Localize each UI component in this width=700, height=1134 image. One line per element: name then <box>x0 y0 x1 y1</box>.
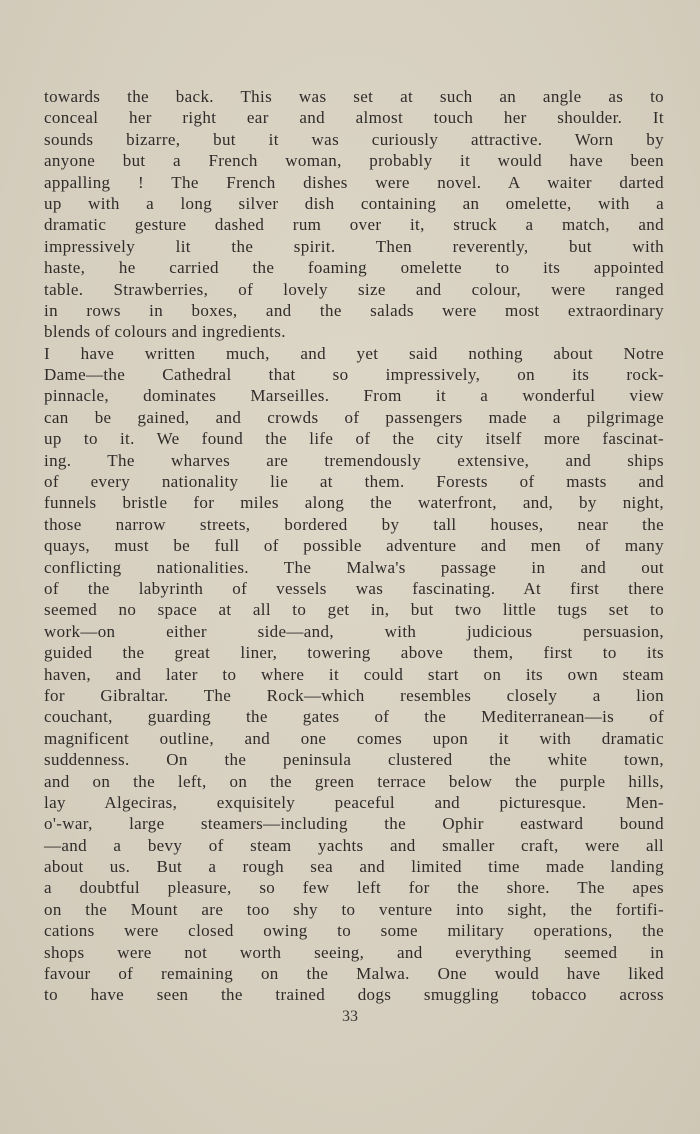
text-line: magnificent outline, and one comes upon it with dramatic <box>44 728 664 748</box>
text-line: appalling ! The French dishes were novel. A waiter darted <box>44 172 664 192</box>
text-line: couchant, guarding the gates of the Mediterranean—is of <box>44 707 664 727</box>
text-line: I have written much, and yet said nothing about Notre <box>44 343 664 363</box>
text-line: haste, he carried the foaming omelette to its appointed <box>44 258 664 278</box>
text-line: ing. The wharves are tremendously extensive, and ships <box>44 450 664 470</box>
text-line: for Gibraltar. The Rock—which resembles closely a lion <box>44 685 664 705</box>
text-line: those narrow streets, bordered by tall houses, near the <box>44 514 664 534</box>
page-number: 33 <box>342 1008 358 1025</box>
text-line: haven, and later to where it could start on its own steam <box>44 664 664 684</box>
text-line: cations were closed owing to some military operations, the <box>44 921 664 941</box>
text-line: dramatic gesture dashed rum over it, struck a match, and <box>44 215 664 235</box>
text-line: impressively lit the spirit. Then reverently, but with <box>44 236 664 256</box>
text-line: shops were not worth seeing, and everything seemed in <box>44 942 664 962</box>
text-line: can be gained, and crowds of passengers made a pilgrimage <box>44 407 664 427</box>
text-line: anyone but a French woman, probably it would have been <box>44 151 664 171</box>
text-line: of every nationality lie at them. Forests of masts and <box>44 472 664 492</box>
text-line: conceal her right ear and almost touch her shoulder. It <box>44 108 664 128</box>
text-line: lay Algeciras, exquisitely peaceful and picturesque. Men- <box>44 792 664 812</box>
text-line: seemed no space at all to get in, but two little tugs set to <box>44 600 664 620</box>
text-line: about us. But a rough sea and limited time made landing <box>44 857 664 877</box>
text-line: on the Mount are too shy to venture into sight, the fortifi- <box>44 899 664 919</box>
text-line: suddenness. On the peninsula clustered the white town, <box>44 750 664 770</box>
text-line: guided the great liner, towering above them, first to its <box>44 643 664 663</box>
text-line: in rows in boxes, and the salads were most extraordinary <box>44 300 664 320</box>
text-line: favour of remaining on the Malwa. One would have liked <box>44 964 664 984</box>
text-line: table. Strawberries, of lovely size and colour, were ranged <box>44 279 664 299</box>
text-line: pinnacle, dominates Marseilles. From it a wonderful view <box>44 386 664 406</box>
text-line: and on the left, on the green terrace below the purple hills, <box>44 771 664 791</box>
text-line: a doubtful pleasure, so few left for the shore. The apes <box>44 878 664 898</box>
text-line: funnels bristle for miles along the waterfront, and, by night, <box>44 493 664 513</box>
text-line: up to it. We found the life of the city itself more fascinat- <box>44 429 664 449</box>
text-line: of the labyrinth of vessels was fascinating. At first there <box>44 578 664 598</box>
text-line: up with a long silver dish containing an omelette, with a <box>44 193 664 213</box>
text-line: conflicting nationalities. The Malwa's passage in and out <box>44 557 664 577</box>
text-line: work—on either side—and, with judicious persuasion, <box>44 621 664 641</box>
text-line: towards the back. This was set at such an angle as to <box>44 87 664 106</box>
text-line: to have seen the trained dogs smuggling tobacco across <box>44 985 664 1005</box>
body-text <box>44 86 664 1006</box>
text-line: quays, must be full of possible adventure and men of many <box>44 536 664 556</box>
text-line: sounds bizarre, but it was curiously attractive. Worn by <box>44 129 664 149</box>
text-line: Dame—the Cathedral that so impressively, on its rock- <box>44 365 664 385</box>
text-line: blends of colours and ingredients. <box>44 322 286 342</box>
text-line: —and a bevy of steam yachts and smaller craft, were all <box>44 835 664 855</box>
text-line: o'-war, large steamers—including the Ophir eastward bound <box>44 814 664 834</box>
